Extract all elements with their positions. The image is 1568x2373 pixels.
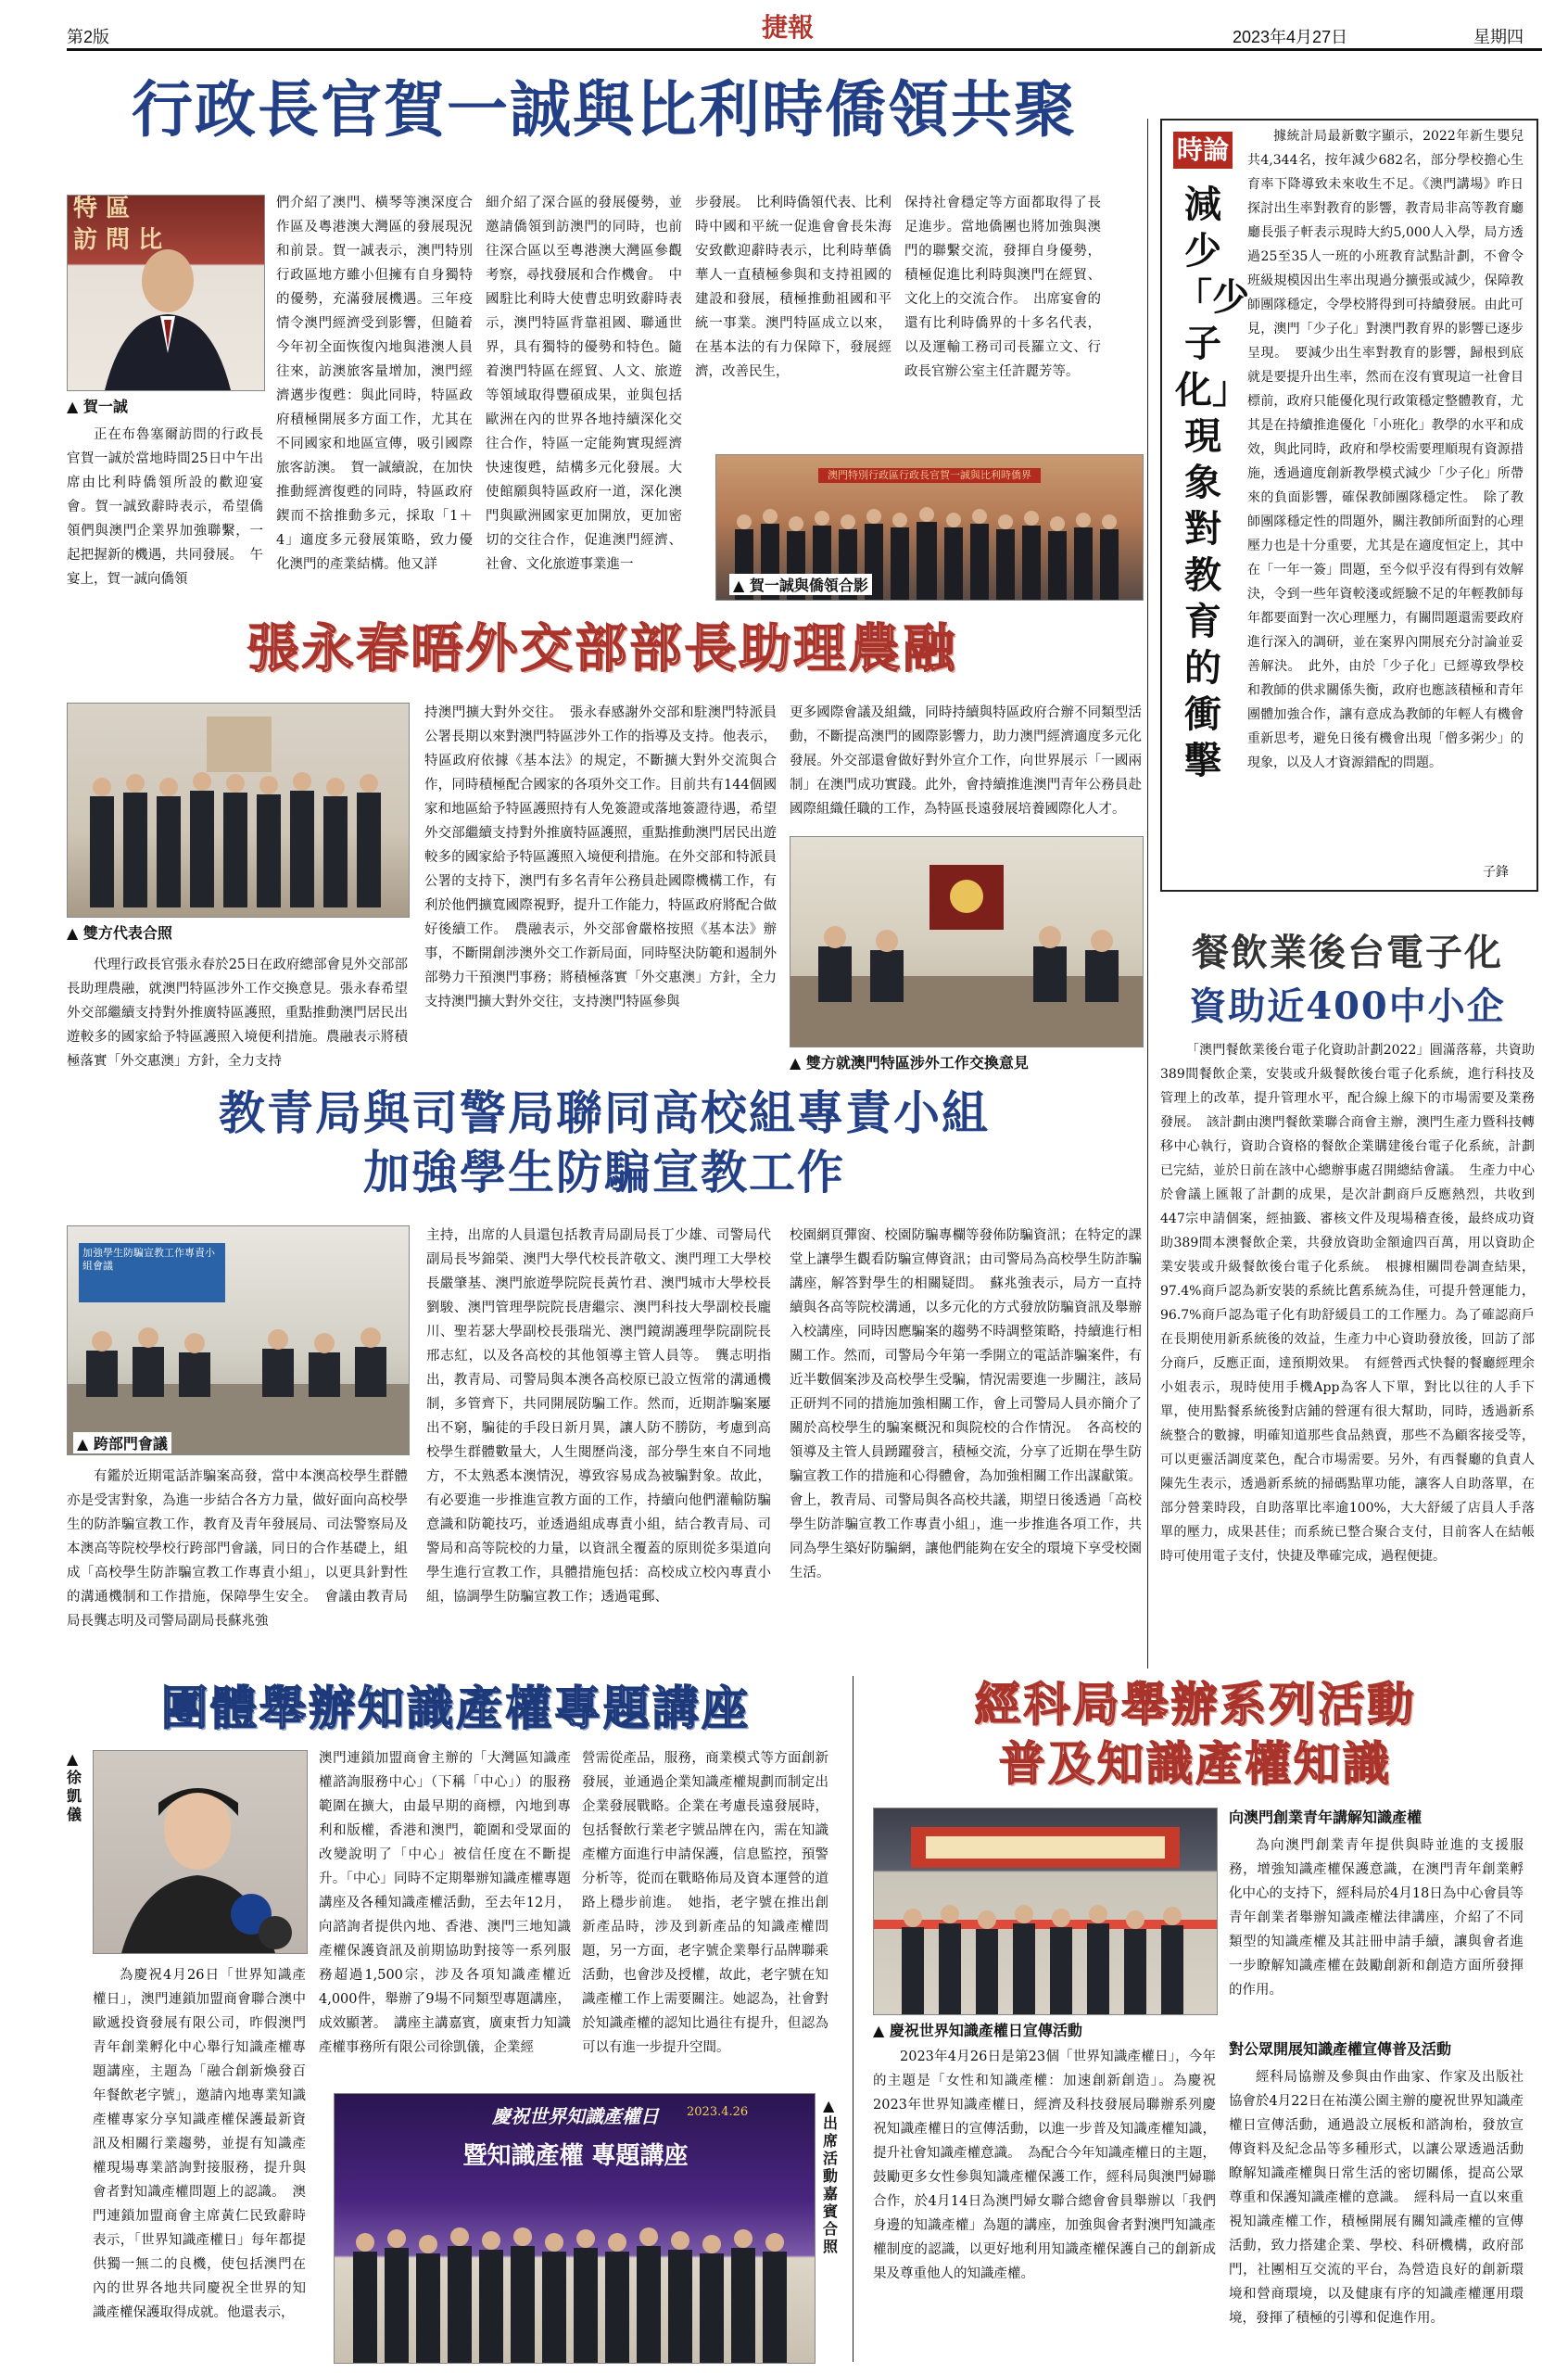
art1-body-col3: 細介紹了深合區的發展優勢，並邀請僑領到訪澳門的同時，也前往深合區以至粵港澳大灣區參觀考察，尋找發展和合作機會。 中國駐比利時大使曹忠明致辭時表示，澳門特區背靠祖國、聯通世界，具有獨特的優勢和特色。隨着澳門特區在經貿、人文、旅遊等領域取得豐碩成果，並與包括歐洲在內的世界各地持續深化交往合作，特區一定能夠實現經濟快速復甦，結構多元化發展。大使館願與特區政府一道，深化澳門與歐洲國家更加開放，更加密切的交往合作，促進澳門經濟、社會、文化旅遊事業進一 — [486, 196, 682, 572]
art4-vertical-caption: ▲ 出席活動嘉賓合照 — [823, 2097, 839, 2255]
art4-body-col3: 營需從產品，服務，商業模式等方面創新發展，並通過企業知識產權規劃而制定出企業發展戰略。企業在考慮長遠發展時，包括餐飲行業老字號品牌在內，需在知識產權方面進行申請保護，信息監控，預警分析等，從而在戰略佈局及資本運營的道路上穩步前進。 她指，老字號在推出創新產品時，涉及到新產品的知識產權問題，另一方面，老字號企業舉行品牌聯乘活動，也會涉及授權，故此，老字號在知識產權工作上需要關注。她認為，社會對於知識產權的認知比過往有提升，但認為可以有進一步提升空間。 — [582, 1751, 828, 2055]
art1-photo-banner: 澳門特別行政區行政長官賀一誠與比利時僑界 — [818, 468, 1041, 483]
header-rule — [67, 48, 1542, 51]
art1-body-col4: 步發展。 比利時僑領代表、比利時中國和平統一促進會會長朱海安致歡迎辭時表示，比利時華僑華人一直積極參與和支持祖國的建設和發展，積極推動祖國和平統一事業。澳門特區成立以來，在基本法的有力保障下，發展經濟，改善民生， — [695, 196, 891, 379]
art5-photo-caption: ▲ 慶祝世界知識產權日宣傳活動 — [873, 2022, 1082, 2039]
art5-headline-line1: 經科局舉辦系列活動 — [974, 1677, 1417, 1732]
art3-screen-text: 加強學生防騙宣教工作專責小組會議 — [79, 1243, 225, 1302]
art3-headline-line2: 加強學生防騙宣教工作 — [363, 1145, 845, 1199]
art4-body-col1: 為慶祝4月26日「世界知識產權日」，澳門連鎖加盟商會聯合澳中歐遞投資發展有限公司，昨假澳門青年創業孵化中心舉行知識產權專題講座，主題為「融合創新煥發百年餐飲老字號」，邀請內地專業知識產權專家分享知識產權保護最新資訊及相關行業趨勢，並提有知識產權現場專業諮詢對接服務，提升與會者對知識產權問題上的認識。 澳門連鎖加盟商會主席黃仁民致辭時表示，「世界知識產權日」每年都提供獨一無二的良機，使包括澳門在內的世界各地共同慶祝全世界的知識產權保護取得成就。他還表示， — [93, 1968, 306, 2320]
art1-body-col5: 保持社會穩定等方面都取得了長足進步。當地僑團也將加強與澳門的聯繫交流，發揮自身優勢，積極促進比利時與澳門在經貿、文化上的交流合作。 出席宴會的還有比利時僑界的十多名代表，以及運輸工務司司長羅立文、行政長官辦公室主任許麗芳等。 — [904, 196, 1101, 379]
weekday: 星期四 — [1473, 28, 1524, 46]
svg-text:訪 問 比: 訪 問 比 — [73, 226, 163, 254]
art4-body-col2: 澳門連鎖加盟商會主辦的「大灣區知識產權諮詢服務中心」（下稱「中心」）的服務範圍在擴大，由最早期的商標，內地到專利和版權，香港和澳門，範圍和受眾面的改變說明了「中心」被信任度在不斷提升。「中心」同時不定期舉辦知識產權專題講座及各種知識產權活動，至去年12月，向諮詢者提供內地、香港、澳門三地知識產權保護資訊及前期協助對接等一系列服務超過1,500宗，涉及各項知識產權近4,000件，舉辦了9場不同類型專題講座，成效顯著。 講座主講嘉賓，廣東哲力知識產權事務所有限公司徐凱儀，企業經 — [319, 1751, 571, 2055]
art2-photo-delegations — [67, 703, 410, 918]
art4-banner-title: 慶祝世界知識產權日 — [492, 2105, 659, 2127]
art1-headline: 行政長官賀一誠與比利時僑領共聚 — [132, 73, 1077, 146]
art5-headline-line2: 普及知識產權知識 — [999, 1736, 1392, 1791]
art3-headline-line1: 教青局與司警局聯同高校組專責小組 — [219, 1085, 990, 1140]
art1-photo2-caption: ▲ 賀一誠與僑領合影 — [733, 577, 868, 594]
art4-headline: 團體舉辦知識產權專題講座 — [161, 1681, 751, 1735]
art1-photo-group — [715, 454, 1144, 601]
art1-photo-he — [67, 195, 265, 391]
art7-headline-line2: 資助近400中小企 — [1189, 984, 1506, 1028]
art5-subhead2: 對公眾開展知識產權宣傳普及活動 — [1229, 2040, 1452, 2058]
art1-body-col2: 們介紹了澳門、橫琴等澳深度合作區及粵港澳大灣區的發展現況和前景。賀一誠表示，澳門特別行政區地方雖小但擁有自身獨特的優勢，充滿發展機遇。三年疫情令澳門經濟受到影響，但隨着今年初全面恢復內地與港澳人員往來，訪澳旅客量增加，澳門經濟邁步復甦：與此同時，特區政府積極開展多方面工作，尤其在不同國家和地區宣傳，吸引國際旅客訪澳。 賀一誠續說，在加快推動經濟復甦的同時，特區政府鍥而不捨推動多元，採取「1＋4」適度多元發展策略，致力優化澳門的產業結構。他又詳 — [276, 196, 473, 572]
art5-body-col3: 經科局協辦及參與由作曲家、作家及出版社協會於4月22日在祐漢公園主辦的慶祝世界知識產權日宣傳活動，通過設立展板和諮詢枱，發放宣傳資料及紀念品等多種形式，以讓公眾透過活動瞭解知識產權與日常生活的密切關係，提高公眾尊重和保護知識產權的意識。 經科局一直以來重視知識產權工作，積極開展有關知識產權的宣傳活動，致力搭建企業、學校、科研機構，政府部門，社團相互交流的平台，為營造良好的創新環境和營商環境，以及健康有序的知識產權運用環境，發揮了積極的引導和促進作用。 — [1229, 2070, 1524, 2326]
art4-photo-group — [334, 2093, 816, 2364]
art3-photo-caption: ▲ 跨部門會議 — [77, 1435, 168, 1453]
art3-body-col2: 主持，出席的人員還包括教青局副局長丁少雄、司警局代副局長岑錦榮、澳門大學代校長許敬文、澳門理工大學校長嚴肇基、澳門旅遊學院院長黃竹君、澳門城市大學校長劉駿、澳門管理學院院長唐繼宗、澳門科技大學副校長龐川、聖若瑟大學副校長張瑞光、澳門鏡湖護理學院副院長邢志紅，以及各高校的其他領導主管人員等。 龔志明指出，教青局、司警局與本澳各高校原已設立恆常的溝通機制，多管齊下，共同開展防騙工作。然而，近期詐騙案屢出不窮，騙徒的手段日新月異，讓人防不勝防，考慮到高校學生群體數量大，人生閱歷尚淺，部分學生來自不同地方，不太熟悉本澳情況，導致容易成為被騙對象。故此，有必要進一步推進宣教方面的工作，持續向他們灌輸防騙意識和防範技巧，並透過組成專責小組，結合教青局、司警局和高等院校的力量，以資訊全覆蓋的原則從多渠道向學生進行宣教工作，具體措施包括：高校成立校內專責小組，協調學生防騙宣教工作；透過電郵、 — [426, 1228, 771, 1605]
art5-body-col2: 為向澳門創業青年提供與時並進的支援服務，增強知識產權保護意識，在澳門青年創業孵化中心的支持下，經科局於4月18日為中心會員等青年創業者舉辦知識產權法律講座，介紹了不同類型的知識產權及其註冊申請手續，讓與會者進一步瞭解知識產權在鼓勵創新和創造方面所發揮的作用。 — [1229, 1838, 1524, 1998]
art2-photo1-caption: ▲ 雙方代表合照 — [67, 924, 172, 942]
art7-headline-line1: 餐飲業後台電子化 — [1192, 931, 1503, 974]
editorial-headline: 減少「少子化」現象對教育的衝擊 — [1175, 183, 1249, 782]
art3-photo-meeting — [67, 1225, 410, 1455]
art2-body-col1: 代理行政長官張永春於25日在政府總部會見外交部部長助理農融，就澳門特區涉外工作交換意見。張永春希望外交部繼續支持對外推廣特區護照，重點推動澳門居民出遊較多的國家給予特區護照入境便利措施。農融表示將積極落實「外交惠澳」方針，全力支持 — [67, 958, 408, 1069]
art7-body: 「澳門餐飲業後台電子化資助計劃2022」圓滿落幕，共資助389間餐飲企業，安裝或升級餐飲後台電子化系統，進行科技及管理上的改革，提升管理水平，配合線上線下的市場需要及業務發展。 該計劃由澳門餐飲業聯合商會主辦，澳門生產力暨科技轉移中心執行，資助合資格的餐飲企業購建後台電子化系統，計劃已完結，並於日前在該中心總辦事處召開總結會議。 生產力中心於會議上匯報了計劃的成果，是次計劃商戶反應熱烈，共收到447宗申請個案，經抽籤、審核文件及現場稽查後，最終成功資助389間本澳餐飲企業，共發放資助金額逾四百萬，用以資助企業安裝或升級餐飲後台電子化系統。 根據相關問卷調查結果，97.4%商戶認為新安裝的系統比舊系統為佳，可提升營運能力，96.7%商戶認為電子化有助舒緩員工的工作壓力。為了確認商戶在長期使用新系統後的效益，生產力中心資助發放後，回訪了部分商戶，反應正面，達預期效果。 有經營西式快餐的餐廳經理余小姐表示，現時使用手機App為客人下單，對比以往的人手下單，使用點餐系統後對店鋪的營運有很大幫助，同時，透過新系統整合的數據，明確知道那些食品熱賣，那些不為顧客接受等，可以更靈活調度菜色，配合市場需要。另外，有西餐廳的負責人陳先生表示，透過新系統的掃碼點單功能，讓客人自助落單，在部分營業時段，自助落單比率逾100%，大大舒緩了店員人手落單的壓力，成果甚佳；而系統已整合聚合支付，目前客人在結帳時可使用電子支付，快捷及準確完成，過程便捷。 — [1160, 1043, 1535, 1564]
column-rule-right — [1147, 119, 1148, 1669]
art3-body-col3: 校園網頁彈窗、校園防騙專欄等發佈防騙資訊；在特定的課堂上讓學生觀看防騙宣傳資訊；由司警局為高校學生防詐騙講座，解答對學生的相關疑問。 蘇兆強表示，局方一直持續與各高等院校溝通，以多元化的方式發放防騙資訊及舉辦入校講座，同時因應騙案的趨勢不時調整策略，持續進行相關工作。然而，司警局今年第一季開立的電話詐騙案件，有近半數個案涉及高校學生受騙，情況需要進一步關注，該局正研判不同的措施加強相關工作，會上司警局人員亦簡介了關於高校學生的騙案概況和與院校的合作情況。 各高校的領導及主管人員踴躍發言，積極交流，分享了近期在學生防騙宣教工作的措施和心得體會，為加強相關工作出謀獻策。會上，教青局、司警局與各高校共議，期望日後透過「高校學生防詐騙宣教工作專責小組」，進一步推進各項工作，共同為學生築好防騙網，讓他們能夠在安全的環境下享受校園生活。 — [790, 1228, 1142, 1580]
svg-text:特 區: 特 區 — [73, 196, 131, 222]
page-number: 第2版 — [67, 28, 110, 46]
art5-body-col1: 2023年4月26日是第23個「世界知識產權日」，今年的主題是「女性和知識產權：加速創新創造」。為慶祝2023年世界知識產權日，經濟及科技發展局聯辦系列慶祝知識產權日的宣傳活動，以進一步普及知識產權知識，提升社會知識產權意識。 為配合今年知識產權日的主題，鼓勵更多女性參與知識產權保護工作，經科局與澳門婦聯合作，於4月14日為澳門婦女聯合總會會員舉辦以「我們身邊的知識產權」為題的講座，加強與會者對澳門知識產權制度的認識，以更好地利用知識產權保護自己的創新成果及尊重他人的知識產權。 — [873, 2049, 1216, 2281]
art4-photo-xu — [93, 1750, 308, 1954]
editorial-tag: 時論 — [1173, 132, 1233, 169]
art2-body-col3: 更多國際會議及組織，同時持續與特區政府合辦不同類型活動，不斷提高澳門的國際影響力，助力澳門經濟適度多元化發展。外交部還會做好對外宣介工作，向世界展示「一國兩制」在澳門成功實踐。此外，會持續推進澳門青年公務員赴國際組織任職的工作，為特區長遠發展培養國際化人才。 — [790, 705, 1142, 817]
art2-photo-meeting — [790, 836, 1144, 1047]
art1-photo1-caption: ▲ 賀一誠 — [67, 398, 128, 415]
editorial-author: 子鋒 — [1483, 865, 1509, 880]
issue-date: 2023年4月27日 — [1233, 28, 1348, 46]
art3-body-col1: 有鑑於近期電話詐騙案高發，當中本澳高校學生群體亦是受害對象，為進一步結合各方力量，做好面向高校學生的防詐騙宣教工作，教育及青年發展局、司法警察局及本澳高等院校學校行跨部門會議，同日的合作基礎上，組成「高校學生防詐騙宣教工作專責小組」，以更具針對性的溝通機制和工作措施，保障學生安全。 會議由教青局局長龔志明及司警局副局長蘇兆強 — [67, 1469, 408, 1629]
art5-photo-event — [873, 1808, 1218, 2015]
art2-photo2-caption: ▲ 雙方就澳門特區涉外工作交換意見 — [790, 1054, 1029, 1072]
art2-body-col2: 持澳門擴大對外交往。 張永春感謝外交部和駐澳門特派員公署長期以來對澳門特區涉外工作的指導及支持。他表示，特區政府依據《基本法》的規定，不斷擴大對外交流與合作，同時積極配合國家的各項外交工作。目前共有144個國家和地區給予特區護照持有人免簽證或落地簽證待遇，希望外交部繼續支持對外推廣特區護照，重點推動澳門居民出遊較多的國家給予特區護照入境便利措施。在外交部和特派員公署的支持下，澳門有多名青年公務員赴國際機構工作，有利於他們擴寬國際視野，提升工作能力，特區政府將配合做好後續工作。 農融表示，外交部會嚴格按照《基本法》辦事，不斷開創涉澳外交工作新局面，同時堅決防範和遏制外部勢力干預澳門事務；將積極落實「外交惠澳」方針，全力支持澳門擴大對外交往，支持澳門特區參與 — [424, 705, 777, 1009]
art4-side-caption: ▲ 徐凱儀 — [67, 1750, 82, 1823]
masthead-logo: 捷報 — [761, 12, 814, 43]
art1-body-col1: 正在布魯塞爾訪問的行政長官賀一誠於當地時間25日中午出席由比利時僑領所設的歡迎宴會。賀一誠致辭時表示，希望僑領們與澳門企業界加強聯繫，一起把握新的機遇，共同發展。 午宴上，賀一誠向僑領 — [67, 427, 263, 587]
art4-banner-sub: 暨知識產權 專題講座 — [462, 2142, 689, 2170]
art4-banner-date: 2023.4.26 — [687, 2105, 749, 2119]
art2-headline: 張永春晤外交部部長助理農融 — [247, 618, 958, 679]
column-rule-bottom — [853, 1676, 854, 2362]
art5-subhead1: 向澳門創業青年講解知識產權 — [1229, 1808, 1423, 1826]
editorial-body: 據統計局最新數字顯示，2022年新生嬰兒共4,344名，按年減少682名，部分學校擔心生育率下降導致未來收生不足。《澳門講場》昨日探討出生率對教育的影響，教青局非高等教育廳廳長張子軒表示現時大約5,000人入學，局方透過25至35人一班的小班教育試點計劃，不會令班級規模因出生率出現過分擴張或減少，保障教師團隊穩定，令學校將得到可持續發展。由此可見，澳門「少子化」對澳門教育界的影響已逐步呈現。 要減少出生率對教育的影響，歸根到底就是要提升出生率，然而在沒有實現這一社會目標前，政府只能優化現行政策穩定整體教育，尤其是在持續推進優化「小班化」教學的水平和成效，與此同時，政府和學校需要理順現有資源措施，透過適度創新教學模式減少「少子化」所帶來的負面影響，確保教師團隊穩定性。 除了教師團隊穩定性的問題外，關注教師所面對的心理壓力也是十分重要，尤其是在適度恒定上，其中在「一年一簽」問題，至今似乎沒有得到有效解決，令到一些年資較淺或經驗不足的年輕教師每年都要面對一次心理壓力，有關問題還需要政府進行深入的調研，並在案界內開展充分討論並妥善解決。 此外，由於「少子化」已經導致學校和教師的供求關係失衡，政府也應該積極和青年團體加強合作，讓有意成為教師的年輕人有機會重新思考，避免日後有機會出現「僧多粥少」的現象，以及人才資源錯配的問題。 — [1247, 129, 1524, 770]
